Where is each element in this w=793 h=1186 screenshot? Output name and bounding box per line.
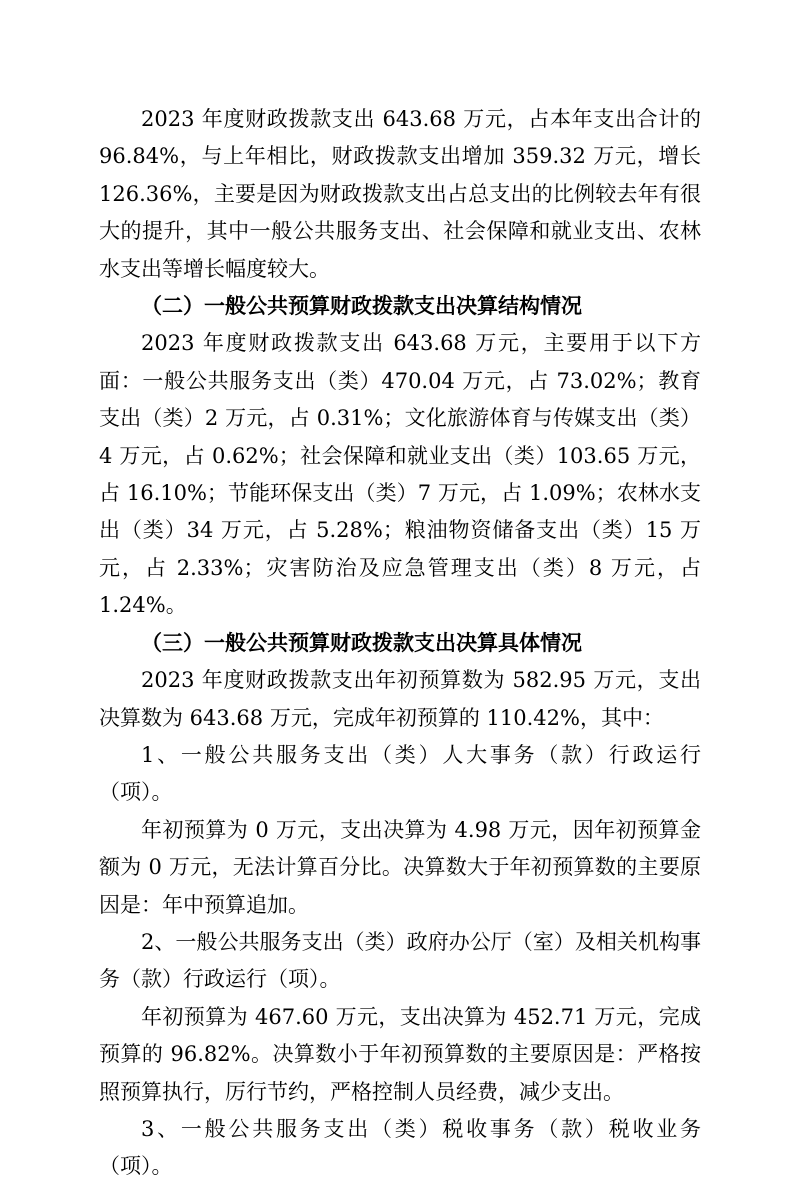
paragraph-item-3-title: 3、一般公共服务支出（类）税收事务（款）税收业务（项）。 (99, 1116, 701, 1179)
paragraph-expenditure-structure-breakdown: 2023 年度财政拨款支出 643.68 万元，主要用于以下方面：一般公共服务支出（类）470.04 万元，占 73.02%；教育支出（类）2 万元，占 0.31%；文化旅游体育与传媒支出（类）4 万元，占 0.62%；社会保障和就业支出（类）103.65 万元，占 16.10%；节能环保支出（类）7 万元，占 1.09%；农林水支出（类）34 万元，占 5.28%；粮油物资储备支出（类）15 万元，占 2.33%；灾害防治及应急管理支出（类）8 万元，占 1.24%。 (99, 331, 701, 618)
paragraph-item-1-title: 1、一般公共服务支出（类）人大事务（款）行政运行（项）。 (99, 742, 701, 805)
heading-section-3-expenditure-details: （三）一般公共预算财政拨款支出决算具体情况 (141, 630, 582, 655)
paragraph-budget-vs-final-summary: 2023 年度财政拨款支出年初预算数为 582.95 万元，支出决算数为 643.68 万元，完成年初预算的 110.42%，其中： (99, 668, 701, 730)
heading-section-2-expenditure-structure: （二）一般公共预算财政拨款支出决算结构情况 (141, 294, 582, 319)
paragraph-item-2-detail: 年初预算为 467.60 万元，支出决算为 452.71 万元，完成预算的 96.82%。决算数小于年初预算数的主要原因是：严格按照预算执行，厉行节约，严格控制人员经费，减少支出。 (99, 1004, 701, 1104)
paragraph-item-1-detail: 年初预算为 0 万元，支出决算为 4.98 万元，因年初预算金额为 0 万元，无法计算百分比。决算数大于年初预算数的主要原因是：年中预算追加。 (99, 817, 701, 917)
paragraph-item-2-title: 2、一般公共服务支出（类）政府办公厅（室）及相关机构事务（款）行政运行（项）。 (99, 929, 701, 992)
document-body (99, 101, 701, 1186)
paragraph-fiscal-expenditure-overview: 2023 年度财政拨款支出 643.68 万元，占本年支出合计的 96.84%，与上年相比，财政拨款支出增加 359.32 万元，增长 126.36%，主要是因为财政拨款支出占总支出的比例较去年有很大的提升，其中一般公共服务支出、社会保障和就业支出、农林水支出等增长幅度较大。 (99, 107, 701, 281)
